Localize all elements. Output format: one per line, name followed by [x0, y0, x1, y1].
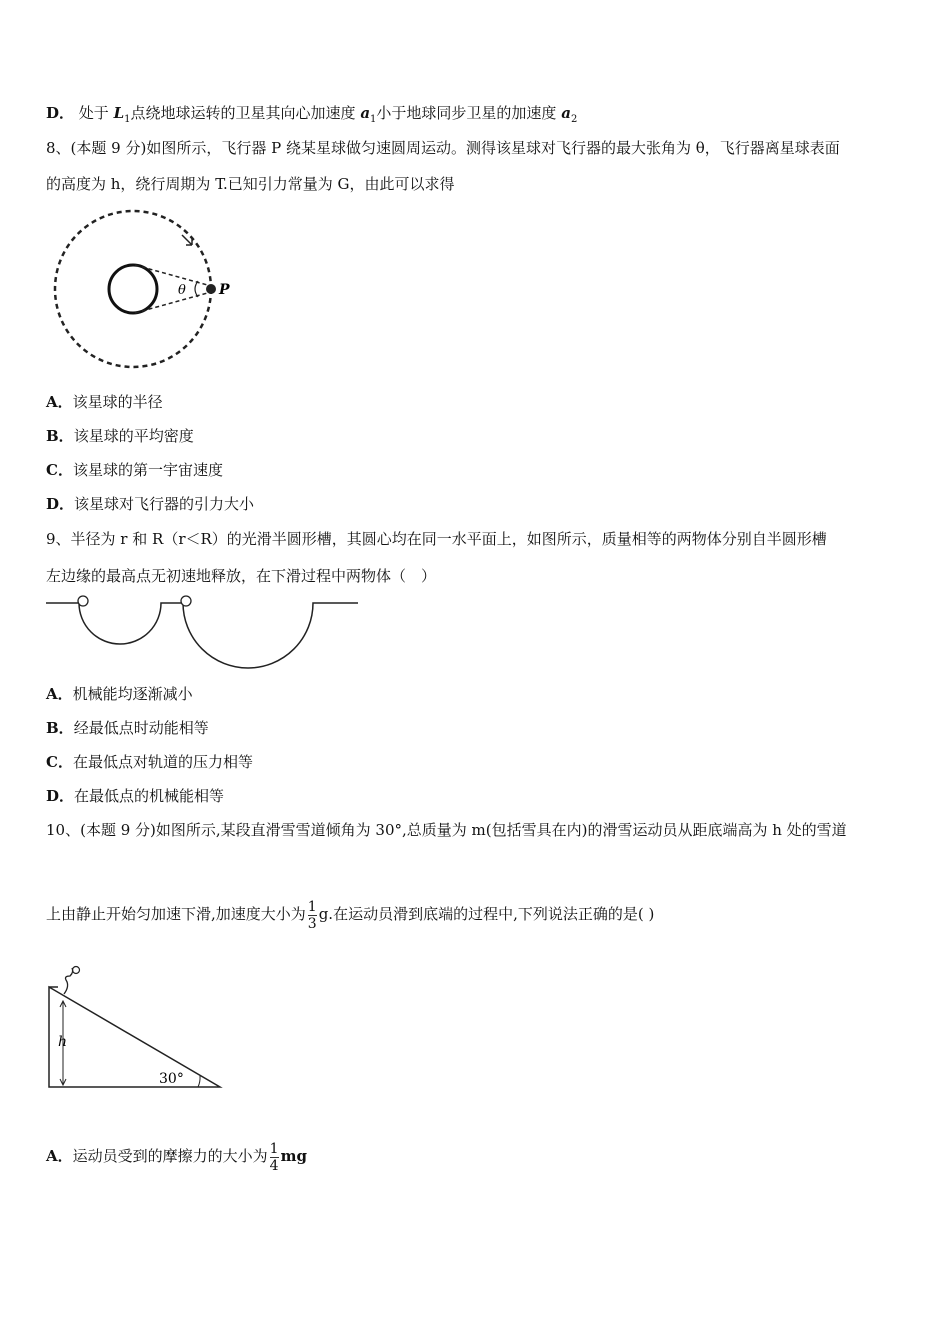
p-label: P [219, 282, 230, 298]
q10-fraction [308, 899, 317, 932]
q7-option-d-label: D． [46, 104, 75, 122]
q8-option-b-text: 该星球的平均密度 [73, 427, 194, 445]
q9-option-d-text: 在最低点的机械能相等 [74, 787, 225, 805]
q7-a2: a [561, 104, 571, 122]
q8-option-d-text: 该星球对飞行器的引力大小 [74, 495, 255, 513]
q8-option-a-text: 该星球的半径 [72, 393, 163, 411]
q10-frac-den: 3 [307, 915, 317, 932]
q9-option-a-label: A． [46, 685, 73, 703]
q8-stem-line2: 的高度为 h，绕行周期为 T.已知引力常量为 G，由此可以求得 [46, 175, 455, 193]
angle-label: 30° [159, 1071, 184, 1087]
q7-option-d-text3: 小于地球同步卫星的加速度 [376, 104, 557, 122]
trough-outline [46, 603, 358, 668]
q7-option-d-text1: 处于 [78, 104, 109, 122]
q8-orbit-figure [46, 205, 236, 375]
planet-circle [109, 265, 157, 313]
q8-stem-line1: 8、(本题 9 分)如图所示，飞行器 P 绕某星球做匀速圆周运动。测得该星球对飞行器的最大张角为 θ，飞行器离星球表面 [46, 139, 840, 157]
q10-stem-line2 [46, 888, 654, 940]
h-label: h [58, 1034, 68, 1050]
q8-option-b [46, 426, 194, 446]
q9-stem-line2: 左边缘的最高点无初速地释放，在下滑过程中两物体（ ） [46, 567, 437, 585]
q10-option-a-fraction [270, 1141, 279, 1174]
q7-a2-sub: 2 [570, 114, 578, 125]
q8-option-a-label: A． [46, 393, 73, 411]
angle-arc [198, 1076, 200, 1087]
q7-L-sub: 1 [124, 114, 131, 125]
q8-option-a [46, 392, 163, 412]
q9-troughs-figure [46, 592, 361, 670]
q10-stem-line2-post: g.在运动员滑到底端的过程中,下列说法正确的是( ) [318, 905, 655, 923]
q8-option-c [46, 460, 223, 480]
q10-option-a [46, 1130, 307, 1182]
q8-option-c-text: 该星球的第一宇宙速度 [72, 461, 223, 479]
q8-option-c-label: C． [46, 461, 73, 479]
q7-L: L [113, 104, 125, 122]
q10-frac-num: 1 [307, 898, 317, 915]
skier-head-icon [73, 967, 80, 974]
q9-option-b [46, 718, 209, 738]
q8-option-b-label: B． [46, 427, 74, 445]
direction-arrow-icon [182, 235, 192, 245]
small-ball [78, 596, 88, 606]
q9-option-c [46, 752, 253, 772]
q9-option-b-text: 经最低点时动能相等 [73, 719, 209, 737]
q10-option-a-pre: 运动员受到的摩擦力的大小为 [72, 1147, 268, 1165]
q10-option-a-label: A． [46, 1147, 73, 1165]
large-ball [181, 596, 191, 606]
q8-option-d-label: D． [46, 495, 75, 513]
q10-stem-line2-pre: 上由静止开始匀加速下滑,加速度大小为 [46, 905, 306, 923]
q9-option-a-text: 机械能均逐渐减小 [72, 685, 193, 703]
q9-option-a [46, 684, 193, 704]
q8-option-d [46, 494, 254, 514]
theta-label: θ [178, 283, 186, 298]
q9-stem-line1: 9、半径为 r 和 R（r＜R）的光滑半圆形槽，其圆心均在同一水平面上，如图所示，质量相等的两物体分别自半圆形槽 [46, 530, 827, 548]
q10-slope-figure [46, 962, 226, 1092]
q10-option-a-frac-num: 1 [269, 1140, 279, 1157]
q9-option-d-label: D． [46, 787, 75, 805]
q7-option-d-text2: 点绕地球运转的卫星其向心加速度 [130, 104, 356, 122]
q9-option-d [46, 786, 224, 806]
q7-a1: a [360, 104, 371, 122]
q7-option-d [46, 103, 577, 130]
orbit-circle [55, 211, 211, 367]
q10-option-a-post: mg [280, 1147, 307, 1165]
q10-stem-line1: 10、(本题 9 分)如图所示,某段直滑雪雪道倾角为 30°,总质量为 m(包括雪具在内)的滑雪运动员从距底端高为 h 处的雪道 [46, 821, 847, 839]
q9-option-c-label: C． [46, 753, 73, 771]
q10-option-a-frac-den: 4 [269, 1157, 279, 1174]
skier-icon [64, 968, 73, 994]
q7-a1-sub: 1 [370, 114, 377, 125]
q9-option-b-label: B． [46, 719, 74, 737]
slope-triangle [49, 987, 220, 1087]
angle-arc [195, 281, 198, 297]
q9-option-c-text: 在最低点对轨道的压力相等 [72, 753, 253, 771]
spacecraft-dot [206, 284, 216, 294]
